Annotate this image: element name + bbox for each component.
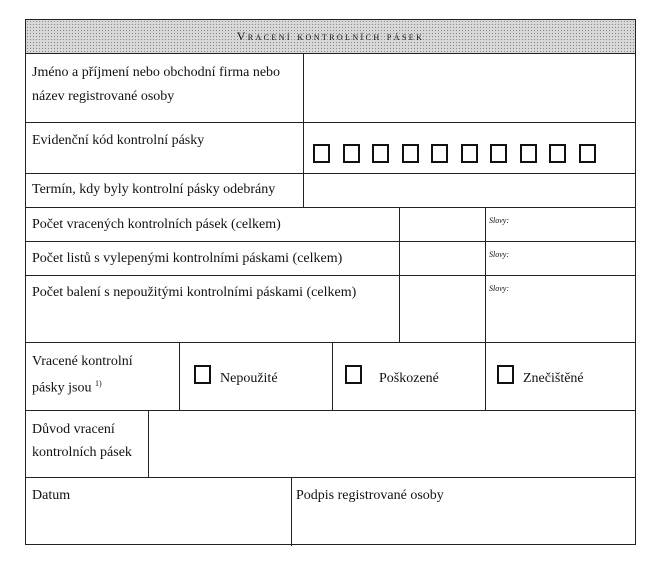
reason-label-line2: kontrolních pásek: [32, 445, 132, 460]
code-char-box[interactable]: [372, 144, 389, 163]
return-form: [25, 19, 636, 545]
count-sheets-label: Počet listů s vylepenými kontrolními páskami (celkem): [32, 251, 343, 266]
code-char-box[interactable]: [549, 144, 566, 163]
row-count-returned: [26, 207, 635, 242]
checkbox-soiled[interactable]: [497, 365, 514, 384]
code-char-box[interactable]: [431, 144, 448, 163]
code-char-box[interactable]: [579, 144, 596, 163]
row-count-sheets: [26, 241, 635, 276]
count-returned-words-input[interactable]: [486, 208, 635, 242]
words-label: Slovy:: [489, 250, 509, 259]
row-reason: [26, 410, 635, 478]
option-damaged-label: Poškozené: [379, 371, 439, 386]
code-char-box[interactable]: [313, 144, 330, 163]
code-char-box[interactable]: [490, 144, 507, 163]
row-date-signature: [26, 477, 635, 546]
row-count-packages: [26, 275, 635, 343]
name-input[interactable]: [304, 54, 635, 122]
status-label-line1: Vracené kontrolní: [32, 354, 133, 369]
name-label-line2: název registrované osoby: [32, 89, 175, 104]
words-label: Slovy:: [489, 284, 509, 293]
code-char-box[interactable]: [402, 144, 419, 163]
count-packages-label: Počet balení s nepoužitými kontrolními páskami (celkem): [32, 285, 357, 300]
count-packages-words-input[interactable]: [486, 276, 635, 343]
option-unused[interactable]: [180, 343, 332, 411]
term-label: Termín, kdy byly kontrolní pásky odebrány: [32, 182, 276, 197]
status-label-text: pásky jsou: [32, 380, 92, 396]
option-unused-label: Nepoužité: [220, 371, 278, 386]
checkbox-unused[interactable]: [194, 365, 211, 384]
count-packages-input[interactable]: [400, 276, 485, 343]
form-header: [26, 20, 635, 54]
date-input[interactable]: [26, 478, 291, 546]
count-sheets-input[interactable]: [400, 242, 485, 276]
divider: [303, 123, 304, 174]
date-label: Datum: [32, 488, 71, 503]
words-label: Slovy:: [489, 216, 509, 225]
code-char-box[interactable]: [520, 144, 537, 163]
term-input[interactable]: [304, 174, 635, 208]
option-damaged[interactable]: [333, 343, 485, 411]
code-label: Evidenční kód kontrolní pásky: [32, 133, 205, 148]
option-soiled[interactable]: [486, 343, 635, 411]
status-footnote: 1): [95, 379, 102, 388]
code-char-box[interactable]: [461, 144, 478, 163]
code-char-box[interactable]: [343, 144, 360, 163]
count-sheets-words-input[interactable]: [486, 242, 635, 276]
row-status: [26, 342, 635, 411]
row-code: [26, 122, 635, 174]
count-returned-label: Počet vracených kontrolních pásek (celkem): [32, 217, 281, 232]
name-label-line1: Jméno a příjmení nebo obchodní firma nebo: [32, 65, 281, 80]
signature-label: Podpis registrované osoby: [296, 488, 444, 503]
reason-label-line1: Důvod vracení: [32, 422, 115, 437]
form-title: Vracení kontrolních pásek: [236, 29, 425, 43]
row-term: [26, 173, 635, 208]
option-soiled-label: Znečištěné: [523, 371, 584, 386]
status-label-line2: [32, 373, 102, 400]
count-returned-input[interactable]: [400, 208, 485, 242]
checkbox-damaged[interactable]: [345, 365, 362, 384]
row-name: [26, 54, 635, 122]
signature-input[interactable]: [292, 478, 635, 546]
reason-input[interactable]: [149, 411, 635, 478]
